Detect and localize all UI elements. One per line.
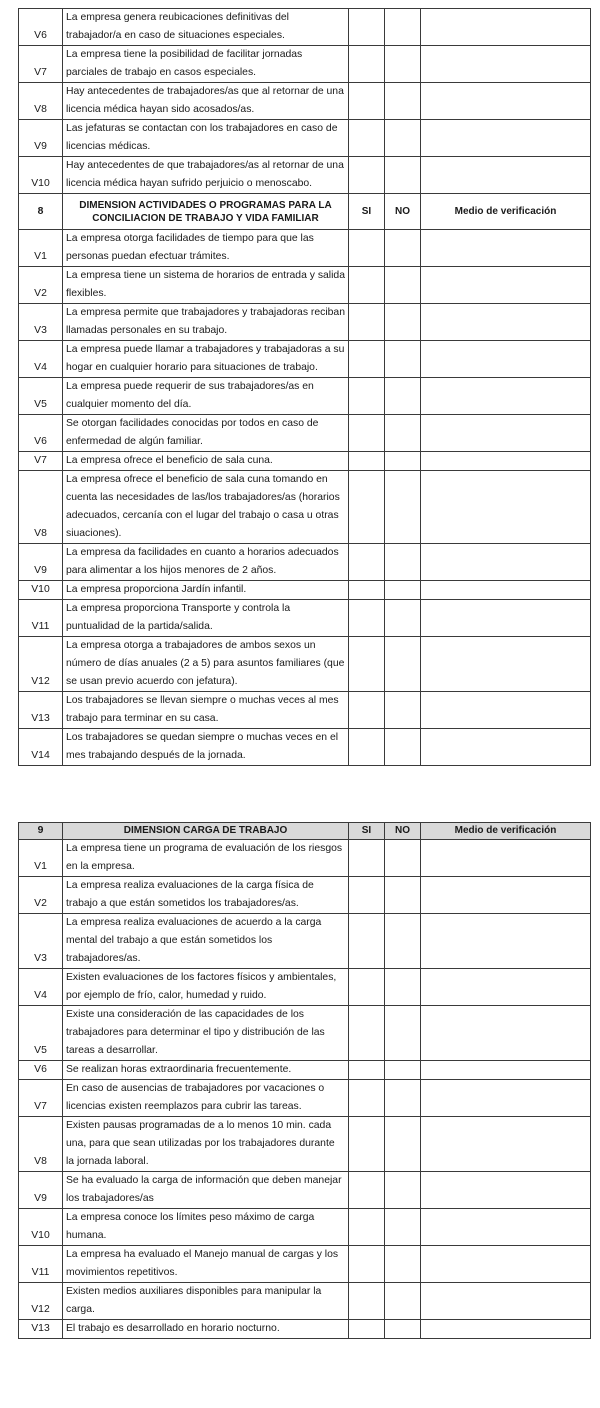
no-answer-cell[interactable] [385, 1117, 421, 1172]
no-answer-cell[interactable] [385, 600, 421, 637]
no-answer-cell[interactable] [385, 471, 421, 544]
no-answer-cell[interactable] [385, 415, 421, 452]
row-code: V4 [19, 341, 63, 378]
no-answer-cell[interactable] [385, 304, 421, 341]
verification-table-lower [18, 822, 591, 1339]
no-answer-cell[interactable] [385, 267, 421, 304]
si-answer-cell[interactable] [349, 1172, 385, 1209]
section-8-header [19, 194, 591, 230]
table-row [19, 304, 591, 341]
row-question: La empresa otorga a trabajadores de ambos sexos un número de días anuales (2 a 5) para asuntos familiares (que se usan previo acuerdo con jefatura). [63, 637, 349, 692]
si-answer-cell[interactable] [349, 914, 385, 969]
row-question: La empresa realiza evaluaciones de acuerdo a la carga mental del trabajo a que están sometidos los trabajadores/as. [63, 914, 349, 969]
verification-cell[interactable] [421, 378, 591, 415]
row-code: V9 [19, 1172, 63, 1209]
row-question: Existe una consideración de las capacidades de los trabajadores para determinar el tipo y distribución de las tareas a desarrollar. [63, 1006, 349, 1061]
section-number: 9 [19, 823, 63, 840]
no-answer-cell[interactable] [385, 637, 421, 692]
row-question: La empresa tiene la posibilidad de facilitar jornadas parciales de trabajo en casos especiales. [63, 46, 349, 83]
row-code: V12 [19, 637, 63, 692]
row-code: V3 [19, 304, 63, 341]
verification-cell[interactable] [421, 729, 591, 766]
row-question: La empresa puede llamar a trabajadores y trabajadoras a su hogar en cualquier horario para situaciones de trabajo. [63, 341, 349, 378]
si-answer-cell[interactable] [349, 415, 385, 452]
si-answer-cell[interactable] [349, 1006, 385, 1061]
si-answer-cell[interactable] [349, 840, 385, 877]
verification-cell[interactable] [421, 969, 591, 1006]
table-row [19, 378, 591, 415]
row-code: V7 [19, 452, 63, 471]
row-code: V2 [19, 267, 63, 304]
table-row [19, 471, 591, 544]
row-code: V8 [19, 83, 63, 120]
table-row [19, 729, 591, 766]
table-row [19, 415, 591, 452]
table-row [19, 157, 591, 194]
no-answer-cell[interactable] [385, 1209, 421, 1246]
si-answer-cell[interactable] [349, 230, 385, 267]
no-answer-cell[interactable] [385, 378, 421, 415]
si-answer-cell[interactable] [349, 304, 385, 341]
si-answer-cell[interactable] [349, 1320, 385, 1339]
table-row [19, 230, 591, 267]
section-title: DIMENSION ACTIVIDADES O PROGRAMAS PARA LA CONCILIACION DE TRABAJO Y VIDA FAMILIAR [63, 194, 349, 230]
row-question: La empresa genera reubicaciones definitivas del trabajador/a en caso de situaciones especiales. [63, 9, 349, 46]
row-question: Los trabajadores se llevan siempre o muchas veces al mes trabajo para terminar en su casa. [63, 692, 349, 729]
row-code: V9 [19, 544, 63, 581]
si-column-header: SI [349, 194, 385, 230]
row-code: V5 [19, 1006, 63, 1061]
table-row [19, 1246, 591, 1283]
verification-cell[interactable] [421, 1246, 591, 1283]
verification-cell[interactable] [421, 581, 591, 600]
table-row [19, 1117, 591, 1172]
si-answer-cell[interactable] [349, 1283, 385, 1320]
no-answer-cell[interactable] [385, 544, 421, 581]
row-question: El trabajo es desarrollado en horario nocturno. [63, 1320, 349, 1339]
row-question: Existen pausas programadas de a lo menos 10 min. cada una, para que sean utilizadas por los trabajadores durante la jornada laboral. [63, 1117, 349, 1172]
row-question: En caso de ausencias de trabajadores por vacaciones o licencias existen reemplazos para cubrir las tareas. [63, 1080, 349, 1117]
verification-column-header: Medio de verificación [421, 194, 591, 230]
verification-cell[interactable] [421, 83, 591, 120]
row-code: V7 [19, 1080, 63, 1117]
verification-cell[interactable] [421, 46, 591, 83]
verification-cell[interactable] [421, 157, 591, 194]
row-question: Hay antecedentes de que trabajadores/as al retornar de una licencia médica hayan sufrido perjuicio o menoscabo. [63, 157, 349, 194]
verification-cell[interactable] [421, 1209, 591, 1246]
row-question: La empresa ofrece el beneficio de sala cuna tomando en cuenta las necesidades de las/los trabajadores/as (horarios adecuados, cercanía con el lugar del trabajo o casa u otras siuaciones). [63, 471, 349, 544]
table-row [19, 581, 591, 600]
verification-cell[interactable] [421, 9, 591, 46]
no-answer-cell[interactable] [385, 83, 421, 120]
row-question: La empresa ha evaluado el Manejo manual de cargas y los movimientos repetitivos. [63, 1246, 349, 1283]
verification-cell[interactable] [421, 637, 591, 692]
si-answer-cell[interactable] [349, 1061, 385, 1080]
row-code: V10 [19, 1209, 63, 1246]
verification-cell[interactable] [421, 471, 591, 544]
table-row [19, 9, 591, 46]
si-answer-cell[interactable] [349, 1209, 385, 1246]
row-question: La empresa otorga facilidades de tiempo para que las personas puedan efectuar trámites. [63, 230, 349, 267]
row-question: Se ha evaluado la carga de información que deben manejar los trabajadores/as [63, 1172, 349, 1209]
row-question: Hay antecedentes de trabajadores/as que al retornar de una licencia médica hayan sido acosados/as. [63, 83, 349, 120]
no-column-header: NO [385, 194, 421, 230]
row-question: La empresa puede requerir de sus trabajadores/as en cualquier momento del día. [63, 378, 349, 415]
no-answer-cell[interactable] [385, 1061, 421, 1080]
table-row [19, 637, 591, 692]
row-question: Los trabajadores se quedan siempre o muchas veces en el mes trabajando después de la jornada. [63, 729, 349, 766]
si-answer-cell[interactable] [349, 1246, 385, 1283]
table-row [19, 1006, 591, 1061]
row-code: V13 [19, 692, 63, 729]
si-answer-cell[interactable] [349, 1080, 385, 1117]
verification-cell[interactable] [421, 1080, 591, 1117]
row-code: V5 [19, 378, 63, 415]
si-answer-cell[interactable] [349, 877, 385, 914]
si-answer-cell[interactable] [349, 544, 385, 581]
row-code: V7 [19, 46, 63, 83]
table-row [19, 692, 591, 729]
verification-cell[interactable] [421, 415, 591, 452]
row-code: V6 [19, 415, 63, 452]
no-answer-cell[interactable] [385, 692, 421, 729]
row-code: V8 [19, 1117, 63, 1172]
no-answer-cell[interactable] [385, 1006, 421, 1061]
si-answer-cell[interactable] [349, 729, 385, 766]
verification-cell[interactable] [421, 1117, 591, 1172]
table-row [19, 877, 591, 914]
row-question: Existen evaluaciones de los factores físicos y ambientales, por ejemplo de frío, calor, humedad y ruido. [63, 969, 349, 1006]
no-answer-cell[interactable] [385, 452, 421, 471]
row-question: La empresa proporciona Jardín infantil. [63, 581, 349, 600]
si-answer-cell[interactable] [349, 1117, 385, 1172]
si-answer-cell[interactable] [349, 157, 385, 194]
table-row [19, 120, 591, 157]
row-code: V1 [19, 230, 63, 267]
si-answer-cell[interactable] [349, 46, 385, 83]
table-row [19, 544, 591, 581]
no-answer-cell[interactable] [385, 120, 421, 157]
no-answer-cell[interactable] [385, 1080, 421, 1117]
no-answer-cell[interactable] [385, 914, 421, 969]
table-row [19, 1080, 591, 1117]
verification-cell[interactable] [421, 267, 591, 304]
row-question: Las jefaturas se contactan con los trabajadores en caso de licencias médicas. [63, 120, 349, 157]
si-answer-cell[interactable] [349, 581, 385, 600]
table-row [19, 83, 591, 120]
no-column-header: NO [385, 823, 421, 840]
row-code: V6 [19, 9, 63, 46]
verification-table-upper [18, 8, 591, 766]
row-code: V10 [19, 581, 63, 600]
si-answer-cell[interactable] [349, 969, 385, 1006]
si-column-header: SI [349, 823, 385, 840]
row-question: La empresa proporciona Transporte y controla la puntualidad de la partida/salida. [63, 600, 349, 637]
row-code: V14 [19, 729, 63, 766]
no-answer-cell[interactable] [385, 581, 421, 600]
verification-cell[interactable] [421, 1283, 591, 1320]
row-code: V11 [19, 1246, 63, 1283]
verification-cell[interactable] [421, 120, 591, 157]
row-question: La empresa ofrece el beneficio de sala cuna. [63, 452, 349, 471]
si-answer-cell[interactable] [349, 9, 385, 46]
no-answer-cell[interactable] [385, 729, 421, 766]
table-row [19, 1172, 591, 1209]
row-code: V4 [19, 969, 63, 1006]
si-answer-cell[interactable] [349, 83, 385, 120]
table-row [19, 341, 591, 378]
table-row [19, 969, 591, 1006]
row-code: V2 [19, 877, 63, 914]
row-question: La empresa realiza evaluaciones de la carga física de trabajo a que están sometidos los trabajadores/as. [63, 877, 349, 914]
no-answer-cell[interactable] [385, 1246, 421, 1283]
row-question: La empresa permite que trabajadores y trabajadoras reciban llamadas personales en su trabajo. [63, 304, 349, 341]
no-answer-cell[interactable] [385, 840, 421, 877]
si-answer-cell[interactable] [349, 637, 385, 692]
verification-cell[interactable] [421, 1320, 591, 1339]
verification-column-header: Medio de verificación [421, 823, 591, 840]
row-code: V8 [19, 471, 63, 544]
row-question: La empresa tiene un sistema de horarios de entrada y salida flexibles. [63, 267, 349, 304]
verification-cell[interactable] [421, 544, 591, 581]
row-question: La empresa tiene un programa de evaluación de los riesgos en la empresa. [63, 840, 349, 877]
row-question: Se realizan horas extraordinaria frecuentemente. [63, 1061, 349, 1080]
table-row [19, 914, 591, 969]
no-answer-cell[interactable] [385, 46, 421, 83]
no-answer-cell[interactable] [385, 9, 421, 46]
verification-cell[interactable] [421, 600, 591, 637]
si-answer-cell[interactable] [349, 267, 385, 304]
section-number: 8 [19, 194, 63, 230]
verification-cell[interactable] [421, 877, 591, 914]
no-answer-cell[interactable] [385, 157, 421, 194]
no-answer-cell[interactable] [385, 1320, 421, 1339]
table-row [19, 267, 591, 304]
row-code: V11 [19, 600, 63, 637]
verification-cell[interactable] [421, 452, 591, 471]
table-row [19, 452, 591, 471]
si-answer-cell[interactable] [349, 378, 385, 415]
section-title: DIMENSION CARGA DE TRABAJO [63, 823, 349, 840]
no-answer-cell[interactable] [385, 969, 421, 1006]
row-question: Existen medios auxiliares disponibles para manipular la carga. [63, 1283, 349, 1320]
row-code: V6 [19, 1061, 63, 1080]
verification-cell[interactable] [421, 304, 591, 341]
row-code: V10 [19, 157, 63, 194]
no-answer-cell[interactable] [385, 877, 421, 914]
row-code: V9 [19, 120, 63, 157]
si-answer-cell[interactable] [349, 452, 385, 471]
row-code: V13 [19, 1320, 63, 1339]
no-answer-cell[interactable] [385, 230, 421, 267]
row-question: La empresa conoce los límites peso máximo de carga humana. [63, 1209, 349, 1246]
verification-cell[interactable] [421, 692, 591, 729]
verification-cell[interactable] [421, 840, 591, 877]
no-answer-cell[interactable] [385, 341, 421, 378]
row-code: V3 [19, 914, 63, 969]
table-row [19, 840, 591, 877]
si-answer-cell[interactable] [349, 341, 385, 378]
si-answer-cell[interactable] [349, 692, 385, 729]
verification-cell[interactable] [421, 914, 591, 969]
table-row [19, 1283, 591, 1320]
row-question: Se otorgan facilidades conocidas por todos en caso de enfermedad de algún familiar. [63, 415, 349, 452]
verification-cell[interactable] [421, 341, 591, 378]
table-row [19, 600, 591, 637]
si-answer-cell[interactable] [349, 600, 385, 637]
si-answer-cell[interactable] [349, 120, 385, 157]
verification-cell[interactable] [421, 1172, 591, 1209]
no-answer-cell[interactable] [385, 1283, 421, 1320]
table-row [19, 1061, 591, 1080]
row-code: V12 [19, 1283, 63, 1320]
verification-cell[interactable] [421, 1006, 591, 1061]
verification-cell[interactable] [421, 1061, 591, 1080]
verification-cell[interactable] [421, 230, 591, 267]
table-row [19, 46, 591, 83]
section-9-header [19, 823, 591, 840]
row-question: La empresa da facilidades en cuanto a horarios adecuados para alimentar a los hijos menores de 2 años. [63, 544, 349, 581]
table-row [19, 1209, 591, 1246]
si-answer-cell[interactable] [349, 471, 385, 544]
no-answer-cell[interactable] [385, 1172, 421, 1209]
row-code: V1 [19, 840, 63, 877]
table-row [19, 1320, 591, 1339]
